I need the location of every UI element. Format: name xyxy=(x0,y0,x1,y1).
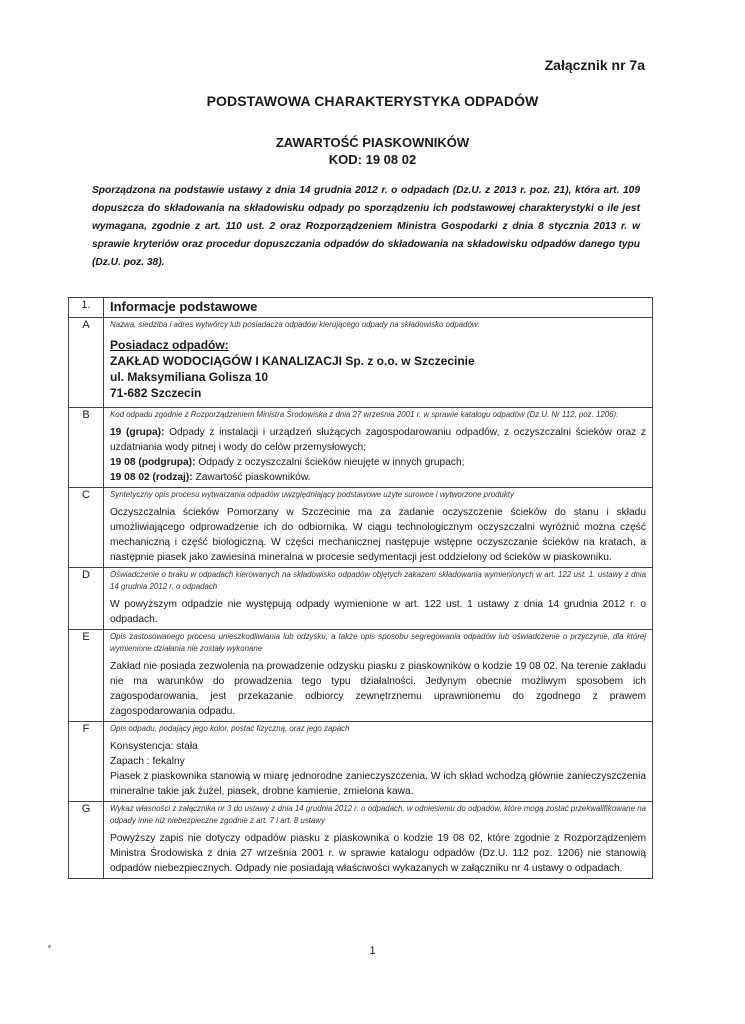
code-kind xyxy=(110,470,646,485)
table-row-f xyxy=(69,722,653,802)
holder-city: 71-682 Szczecin xyxy=(110,386,202,400)
table-row-b xyxy=(69,408,653,488)
row-description: Opis zastosowanego procesu unieszkodliwiania lub odzysku, a także opis sposobu segregowania odpadów lub oświadczenie o przyczynie, dla której wymienione działania nie zostały wykonane xyxy=(110,632,646,653)
row-body: Powyższy zapis nie dotyczy odpadów piasku z piaskownika o kodzie 19 08 02, które zgodnie z Rozporządzeniem Ministra Środowiska z dnia 27 września 2001 r. w sprawie katalogu odpadów (Dz.U. 112 poz. 1206) nie stanowią odpadów niebezpiecznych. Odpady nie posiadają właściwości wykazanych w załączniku nr 4 ustawy o odpadach. xyxy=(110,833,646,874)
row-description: Syntetyczny opis procesu wytwarzania odpadów uwzględniający podstawowe użyte surowce i wytworzone produkty xyxy=(110,490,514,499)
code-subgroup-text: Odpady z oczyszczalni ścieków nieujęte w innych grupach; xyxy=(195,457,465,468)
row-content xyxy=(104,318,653,408)
row-body xyxy=(110,739,646,799)
smell: Zapach : fekalny xyxy=(110,756,185,767)
table-row-e xyxy=(69,630,653,722)
row-label: E xyxy=(69,630,104,722)
row-label: G xyxy=(69,802,104,879)
holder-title: Posiadacz odpadów: xyxy=(110,338,229,352)
row-description: Opis odpadu, podający jego kolor, postać fizyczną, oraz jego zapach xyxy=(110,724,350,733)
row-description: Kod odpadu zgodnie z Rozporządzeniem Ministra Środowiska z dnia 27 września 2001 r. w sprawie katalogu odpadów (Dz.U. Nr 112, poz. 1206): xyxy=(110,410,619,419)
row-content xyxy=(104,568,653,630)
code-subgroup xyxy=(110,455,646,470)
table-row-d xyxy=(69,568,653,630)
row-description: Oświadczenie o braku w odpadach kierowanych na składowisko odpadów objętych zakazem składowania wymienionych w art. 122 ust. 1. ustawy z dnia 14 grudnia 2012 r. o odpadach xyxy=(110,570,646,591)
row-description: Wykaz własności z załącznika nr 3 do ustawy z dnia 14 grudnia 2012 r. o odpadach, w odniesieniu do odpadów, które mogą zostać przekwalifikowane na odpady inne niż niebezpieczne zgodnie z art. 7 i art. 8 ustawy xyxy=(110,804,646,825)
row-content xyxy=(104,298,653,318)
code-subgroup-label: 19 08 (podgrupa): xyxy=(110,457,196,468)
row-content xyxy=(104,802,653,879)
row-body: W powyższym odpadzie nie występują odpady wymienione w art. 122 ust. 1 ustawy z dnia 14 grudnia 2012 r. o odpadach. xyxy=(110,599,646,625)
row-body xyxy=(110,425,646,485)
consistency: Konsystencja: stała xyxy=(110,741,198,752)
table-row-g xyxy=(69,802,653,879)
code-group-text: Odpady z instalacji i urządzeń służących zagospodarowaniu odpadów, z oczyszczalni ścieków oraz z uzdatniania wody pitnej i wody do celów przemysłowych; xyxy=(110,427,647,453)
row-content xyxy=(104,488,653,568)
code-kind-text: Zawartość piaskowników. xyxy=(192,472,311,483)
row-content xyxy=(104,408,653,488)
holder-street: ul. Maksymiliana Golisza 10 xyxy=(110,370,269,384)
document-title: PODSTAWOWA CHARAKTERYSTYKA ODPADÓW xyxy=(206,93,539,109)
row-label: F xyxy=(69,722,104,802)
row-label: B xyxy=(69,408,104,488)
row-description: Nazwa, siedziba i adres wytwórcy lub posiadacza odpadów kierującego odpady na składowisko odpadów: xyxy=(110,320,480,329)
page-number: 1 xyxy=(369,945,376,957)
code-kind-label: 19 08 02 (rodzaj): xyxy=(110,472,193,483)
row-label: D xyxy=(69,568,104,630)
subtitle-code: KOD: 19 08 02 xyxy=(328,152,417,167)
holder-name: ZAKŁAD WODOCIĄGÓW I KANALIZACJI Sp. z o.o. w Szczecinie xyxy=(110,354,475,368)
table-row-1 xyxy=(69,298,653,318)
row-label: C xyxy=(69,488,104,568)
row-content xyxy=(104,722,653,802)
row-body: Oczyszczalnia ścieków Pomorzany w Szczecinie ma za zadanie oczyszczenie ścieków do stanu i składu umożliwiającego odprowadzenie ich do odbiornika. W ciągu technologicznym oczyszczalni wyróżnić można część mechaniczną i część biologiczną. W części mechanicznej następuje wstępne oczyszczanie ścieków na kratach, a następnie piasek jako zawiesina mineralna w procesie sedymentacji jest oddzielony od ścieków w piaskowniku. xyxy=(110,507,646,563)
code-group xyxy=(110,425,646,455)
characteristics-table xyxy=(68,297,653,879)
row-label: A xyxy=(69,318,104,408)
section-header: Informacje podstawowe xyxy=(110,299,258,314)
row-body: Zakład nie posiada zezwolenia na prowadzenie odzysku piasku z piaskowników o kodzie 19 08 02. Na terenie zakładu nie ma warunków do prowadzenia tego typu działalności. Jedynym obecnie możliwym sposobem ich zagospodarowania, jest przekazanie odbiorcy zewnętrznemu uprawnionemu do zgodnego z prawem zagospodarowania odpadu. xyxy=(110,661,646,717)
subtitle-name: ZAWARTOŚĆ PIASKOWNIKÓW xyxy=(275,135,470,150)
annex-label: Załącznik nr 7a xyxy=(544,57,645,73)
row-label: 1. xyxy=(69,298,104,318)
holder-block xyxy=(110,337,646,401)
row-content xyxy=(104,630,653,722)
waste-description: Piasek z piaskownika stanowią w miarę jednorodne zanieczyszczenia. W ich skład wchodzą głównie zanieczyszczenia mineralne takie jak żużel, piasek, drobne kamienie, zmielona kawa. xyxy=(110,771,646,797)
code-group-label: 19 (grupa): xyxy=(110,427,165,438)
intro-paragraph: Sporządzona na podstawie ustawy z dnia 14 grudnia 2012 r. o odpadach (Dz.U. z 2013 r. poz. 21), która art. 109 dopuszcza do składowania na składowisku odpady po sporządzeniu ich podstawowej charakterystyki o ile jest wymagana, zgodnie z art. 110 ust. 2 oraz Rozporządzeniem Ministra Gospodarki z dnia 8 stycznia 2013 r. w sprawie kryteriów oraz procedur dopuszczania odpadów do składowania na składowisku odpadów danego typu (Dz.U. poz. 38). xyxy=(92,185,640,268)
table-row-a xyxy=(69,318,653,408)
document-subtitle xyxy=(0,134,745,168)
table-row-c xyxy=(69,488,653,568)
